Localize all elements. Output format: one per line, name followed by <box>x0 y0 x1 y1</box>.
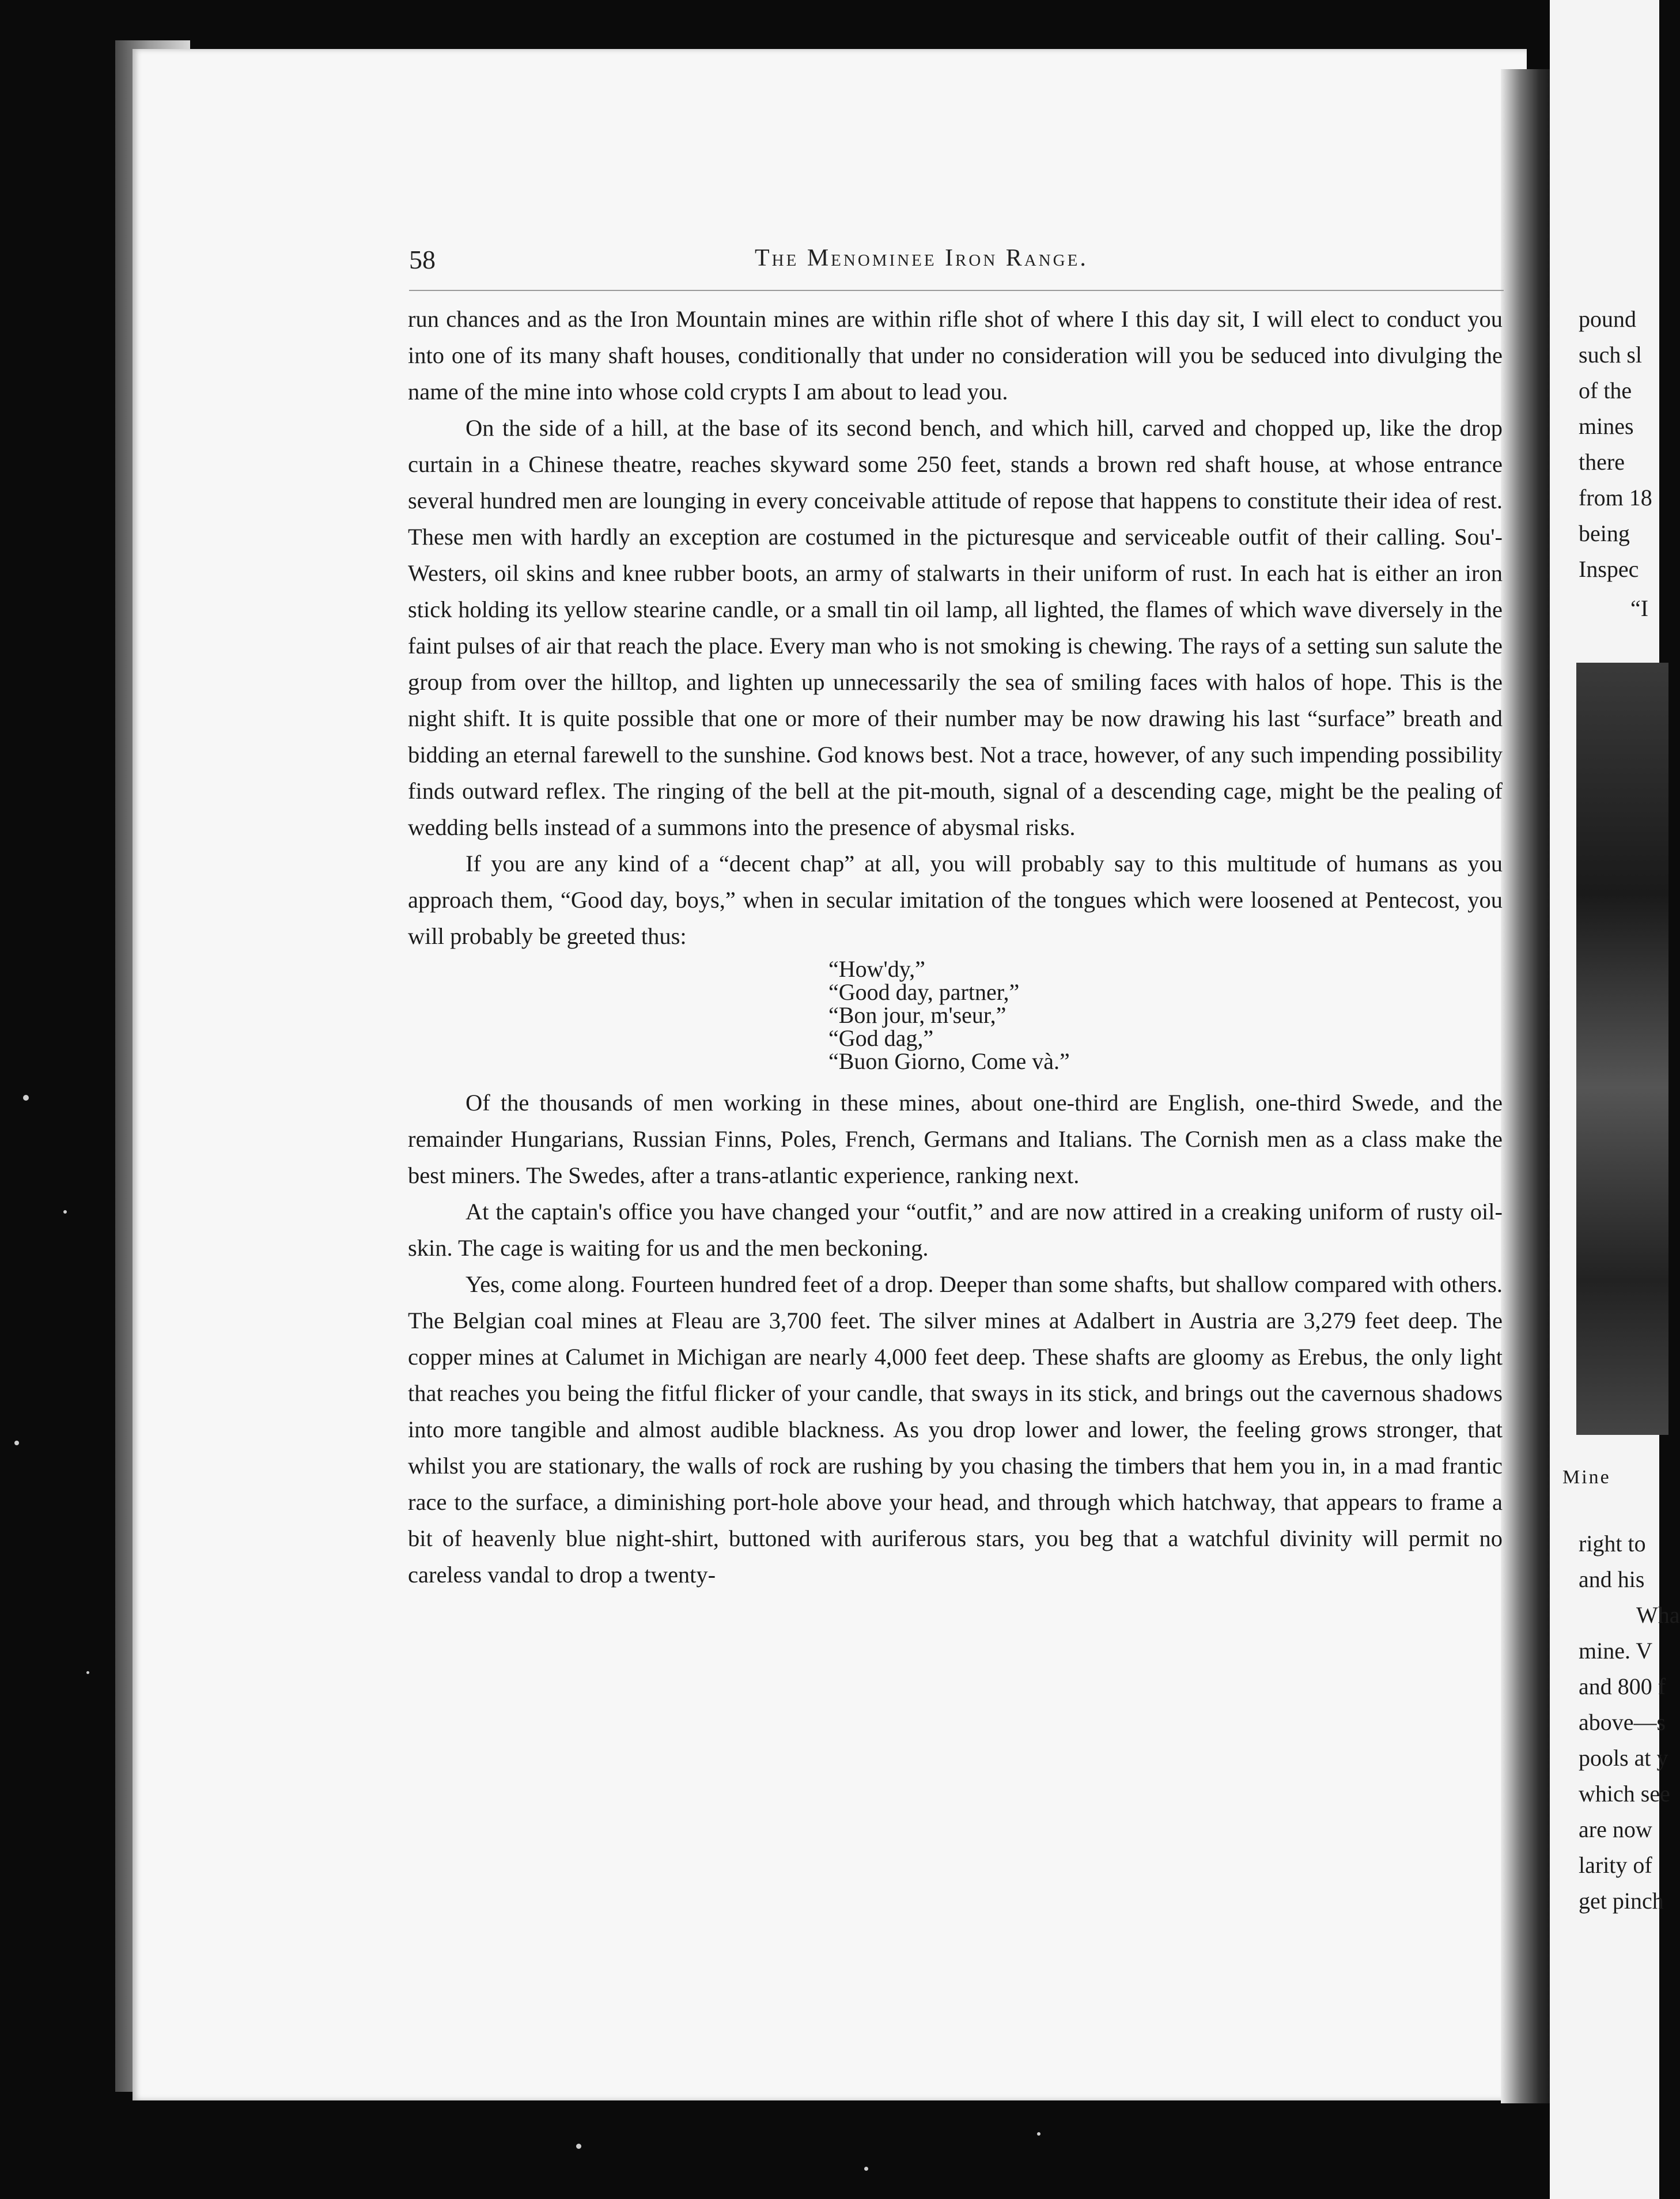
dust-speck <box>864 2167 868 2171</box>
dust-speck <box>23 1095 29 1101</box>
running-head: The Menominee Iron Range. <box>755 245 1088 271</box>
mine-photograph <box>1576 663 1668 1435</box>
right-page-line: Wha <box>1636 1602 1680 1628</box>
greeting-line: “Good day, partner,” <box>828 979 1020 1005</box>
right-page-line: right to <box>1579 1531 1646 1556</box>
right-page-line: being <box>1579 520 1630 546</box>
dust-speck <box>63 1210 67 1214</box>
paragraph-5: At the captain's office you have changed your “outfit,” and are now attired in a creaking uniform of rusty oil-skin. The cage is waiting for us and the men beckoning. <box>408 1199 1503 1261</box>
greeting-line: “God dag,” <box>828 1025 934 1051</box>
dust-speck <box>576 2144 581 2149</box>
dust-speck <box>1037 2132 1040 2136</box>
right-page-line: and his <box>1579 1566 1645 1592</box>
right-page-line: such sl <box>1579 342 1642 368</box>
body-text <box>408 301 1503 1593</box>
right-page-line: which see <box>1579 1781 1670 1807</box>
greetings-list <box>828 958 1503 1073</box>
right-page-line: pools at y <box>1579 1745 1668 1771</box>
right-page-line: larity of <box>1579 1852 1652 1878</box>
right-page-line: there <box>1579 449 1625 475</box>
page-edge-shadow <box>1501 69 1556 2103</box>
paragraph-3: If you are any kind of a “decent chap” at all, you will probably say to this multitude of humans as you approach them, “Good day, boys,” when in secular imitation of the tongues which were loosened at Pentecost, you will probably be greeted thus: <box>408 851 1503 949</box>
greeting-line: “Buon Giorno, Come và.” <box>828 1048 1070 1074</box>
right-page-line: “I <box>1630 595 1649 621</box>
right-page-line: from 18 <box>1579 485 1652 511</box>
right-page-line: mine. V <box>1579 1638 1653 1664</box>
photo-caption: Mine <box>1562 1467 1611 1488</box>
dust-speck <box>86 1671 89 1674</box>
right-page-line: above—s <box>1579 1709 1666 1735</box>
page-header <box>409 244 1504 290</box>
right-page-fragment <box>1550 0 1680 2199</box>
header-rule <box>409 290 1504 291</box>
right-page-line: Inspec <box>1579 556 1639 582</box>
paragraph-1: run chances and as the Iron Mountain mines are within rifle shot of where I this day sit, I will elect to conduct you into one of its many shaft houses, conditionally that under no consideration will you be seduced into divulging the name of the mine into whose cold crypts I am about to lead you. <box>408 306 1503 405</box>
right-page-line: and 800 f <box>1579 1673 1666 1699</box>
dust-speck <box>14 1441 19 1445</box>
greeting-line: “How'dy,” <box>828 956 925 982</box>
paragraph-2: On the side of a hill, at the base of its second bench, and which hill, carved and chopped up, like the drop curtain in a Chinese theatre, reaches skyward some 250 feet, stands a brown red shaft house, at whose entrance several hundred men are lounging in every conceivable attitude of repose that happens to constitute their idea of rest. These men with hardly an exception are costumed in the picturesque and serviceable outfit of their calling. Sou'-Westers, oil skins and knee rubber boots, an army of stalwarts in their uniform of rust. In each hat is either an iron stick holding its yellow stearine candle, or a small tin oil lamp, all lighted, the flames of which wave diversely in the faint pulses of air that reach the place. Every man who is not smoking is chewing. The rays of a setting sun salute the group from over the hilltop, and lighten up unnecessarily the sea of smiling faces with halos of hope. This is the night shift. It is quite possible that one or more of their number may be now drawing his last “surface” breath and bidding an eternal farewell to the sunshine. God knows best. Not a trace, however, of any such impending possibility finds outward reflex. The ringing of the bell at the pit-mouth, signal of a descending cage, might be the pealing of wedding bells instead of a summons into the presence of abysmal risks. <box>408 415 1503 840</box>
right-page-line: of the <box>1579 377 1632 403</box>
paragraph-6: Yes, come along. Fourteen hundred feet of a drop. Deeper than some shafts, but shallow compared with others. The Belgian coal mines at Fleau are 3,700 feet. The silver mines at Adalbert in Austria are 3,279 feet deep. The copper mines at Calumet in Michigan are nearly 4,000 feet deep. These shafts are gloomy as Erebus, the only light that reaches you being the fitful flicker of your candle, that sways in its stick, and brings out the cavernous shadows into more tangible and almost audible blackness. As you drop lower and lower, the feeling grows stronger, that whilst you are stationary, the walls of rock are rushing by you chasing the timbers that hem you in, in a mad frantic race to the surface, a diminishing port-hole above your head, and through which hatchway, that appears to frame a bit of heavenly blue night-shirt, buttoned with auriferous stars, you beg that a watchful divinity will permit no careless vandal to drop a twenty- <box>408 1271 1503 1588</box>
greeting-line: “Bon jour, m'seur,” <box>828 1002 1007 1028</box>
right-page-line: get pinch <box>1579 1888 1664 1914</box>
paragraph-4: Of the thousands of men working in these mines, about one-third are English, one-third Swede, and the remainder Hungarians, Russian Finns, Poles, French, Germans and Italians. The Cornish men as a class make the best miners. The Swedes, after a trans-atlantic experience, ranking next. <box>408 1090 1503 1188</box>
greetings-block <box>408 954 1503 1085</box>
right-page-line: mines <box>1579 413 1634 439</box>
right-page-line: are now <box>1579 1816 1652 1842</box>
right-page-line: pound <box>1579 306 1636 332</box>
page-number: 58 <box>409 245 436 274</box>
